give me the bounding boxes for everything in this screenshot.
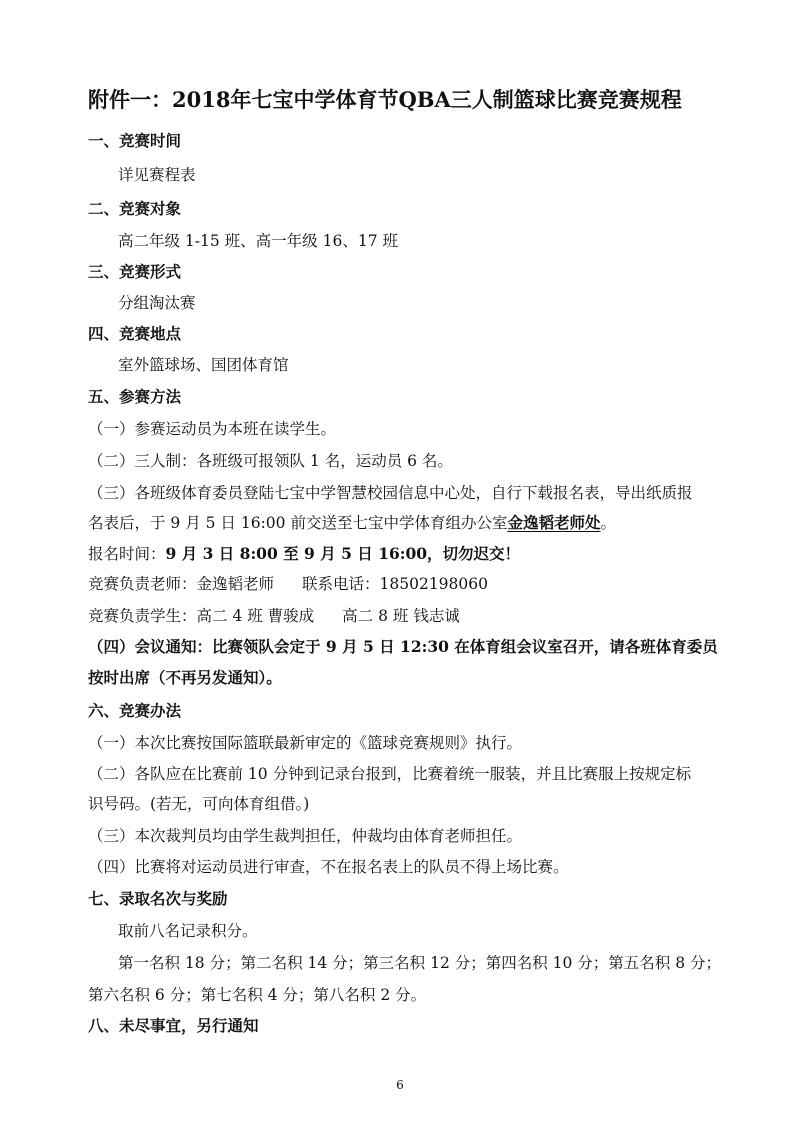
section-heading-rules: 六、竞赛办法 (88, 701, 182, 720)
awards-points-line1: 第一名积 18 分；第二名积 14 分；第三名积 12 分；第四名积 10 分；第五名积 8 分； (118, 954, 722, 972)
section-heading-participants: 二、竞赛对象 (88, 199, 182, 218)
signup-time-line (88, 544, 520, 564)
contact-students-label: 竞赛负责学生： (88, 607, 197, 625)
section-heading-format: 三、竞赛形式 (88, 262, 182, 281)
rules-item-3: （三）本次裁判员均由学生裁判担任，仲裁均由体育老师担任。 (88, 827, 523, 845)
rules-item-4: （四）比赛将对运动员进行审查，不在报名表上的队员不得上场比赛。 (88, 858, 569, 876)
rules-item-2-line1: （二）各队应在比赛前 10 分钟到记录台报到，比赛着统一服装，并且比赛服上按规定标 (88, 765, 692, 783)
section-text-participants: 高二年级 1-15 班、高一年级 16、17 班 (118, 232, 398, 250)
contact-student-1: 高二 4 班 曹骏成 (196, 607, 315, 625)
method-item-3-line2 (88, 513, 616, 533)
section-heading-other: 八、未尽事宜，另行通知 (88, 1016, 259, 1035)
section-heading-method: 五、参赛方法 (88, 387, 182, 406)
signup-time-value: 9 月 3 日 8:00 至 9 月 5 日 16:00，切勿迟交！ (165, 544, 521, 563)
contact-student-2: 高二 8 班 钱志诚 (342, 607, 460, 625)
rules-item-2-line2: 识号码。(若无，可向体育组借。) (88, 795, 310, 813)
teacher-office-highlight: 金逸韬老师处 (507, 513, 601, 532)
method-item-3-text: 名表后，于 9 月 5 日 16:00 前交送至七宝中学体育组办公室 (88, 514, 508, 532)
awards-text-1: 取前八名记录积分。 (118, 922, 258, 940)
meeting-notice-line2: 按时出席（不再另发通知）。 (88, 668, 282, 687)
section-text-format: 分组淘汰赛 (118, 294, 196, 312)
contact-teacher: 竞赛负责老师：金逸韬老师 (88, 575, 275, 593)
signup-time-label: 报名时间： (88, 545, 166, 563)
page-number: 6 (396, 1078, 404, 1092)
contact-teacher-line (88, 574, 488, 594)
document-title: 附件一：2018年七宝中学体育节QBA三人制篮球比赛竞赛规程 (88, 87, 682, 112)
awards-points-line2: 第六名积 6 分；第七名积 4 分；第八名积 2 分。 (88, 986, 427, 1004)
section-heading-venue: 四、竞赛地点 (88, 324, 182, 343)
section-heading-time: 一、竞赛时间 (88, 131, 182, 150)
method-item-3-line1: （三）各班级体育委员登陆七宝中学智慧校园信息中心处，自行下载报名表，导出纸质报 (88, 484, 693, 502)
rules-item-1: （一）本次比赛按国际篮联最新审定的《篮球竞赛规则》执行。 (88, 734, 523, 752)
contact-phone: 联系电话：18502198060 (302, 575, 488, 593)
section-text-time: 详见赛程表 (118, 166, 196, 184)
method-item-1: （一）参赛运动员为本班在读学生。 (88, 420, 337, 438)
section-text-venue: 室外篮球场、国团体育馆 (118, 356, 289, 374)
method-item-3-end: 。 (600, 514, 616, 532)
method-item-2: （二）三人制：各班级可报领队 1 名，运动员 6 名。 (88, 452, 453, 470)
contact-students-line (88, 606, 460, 626)
section-heading-awards: 七、录取名次与奖励 (88, 889, 228, 908)
meeting-notice-line1: （四）会议通知：比赛领队会定于 9 月 5 日 12:30 在体育组会议室召开，请各班体育委员 (88, 637, 718, 656)
